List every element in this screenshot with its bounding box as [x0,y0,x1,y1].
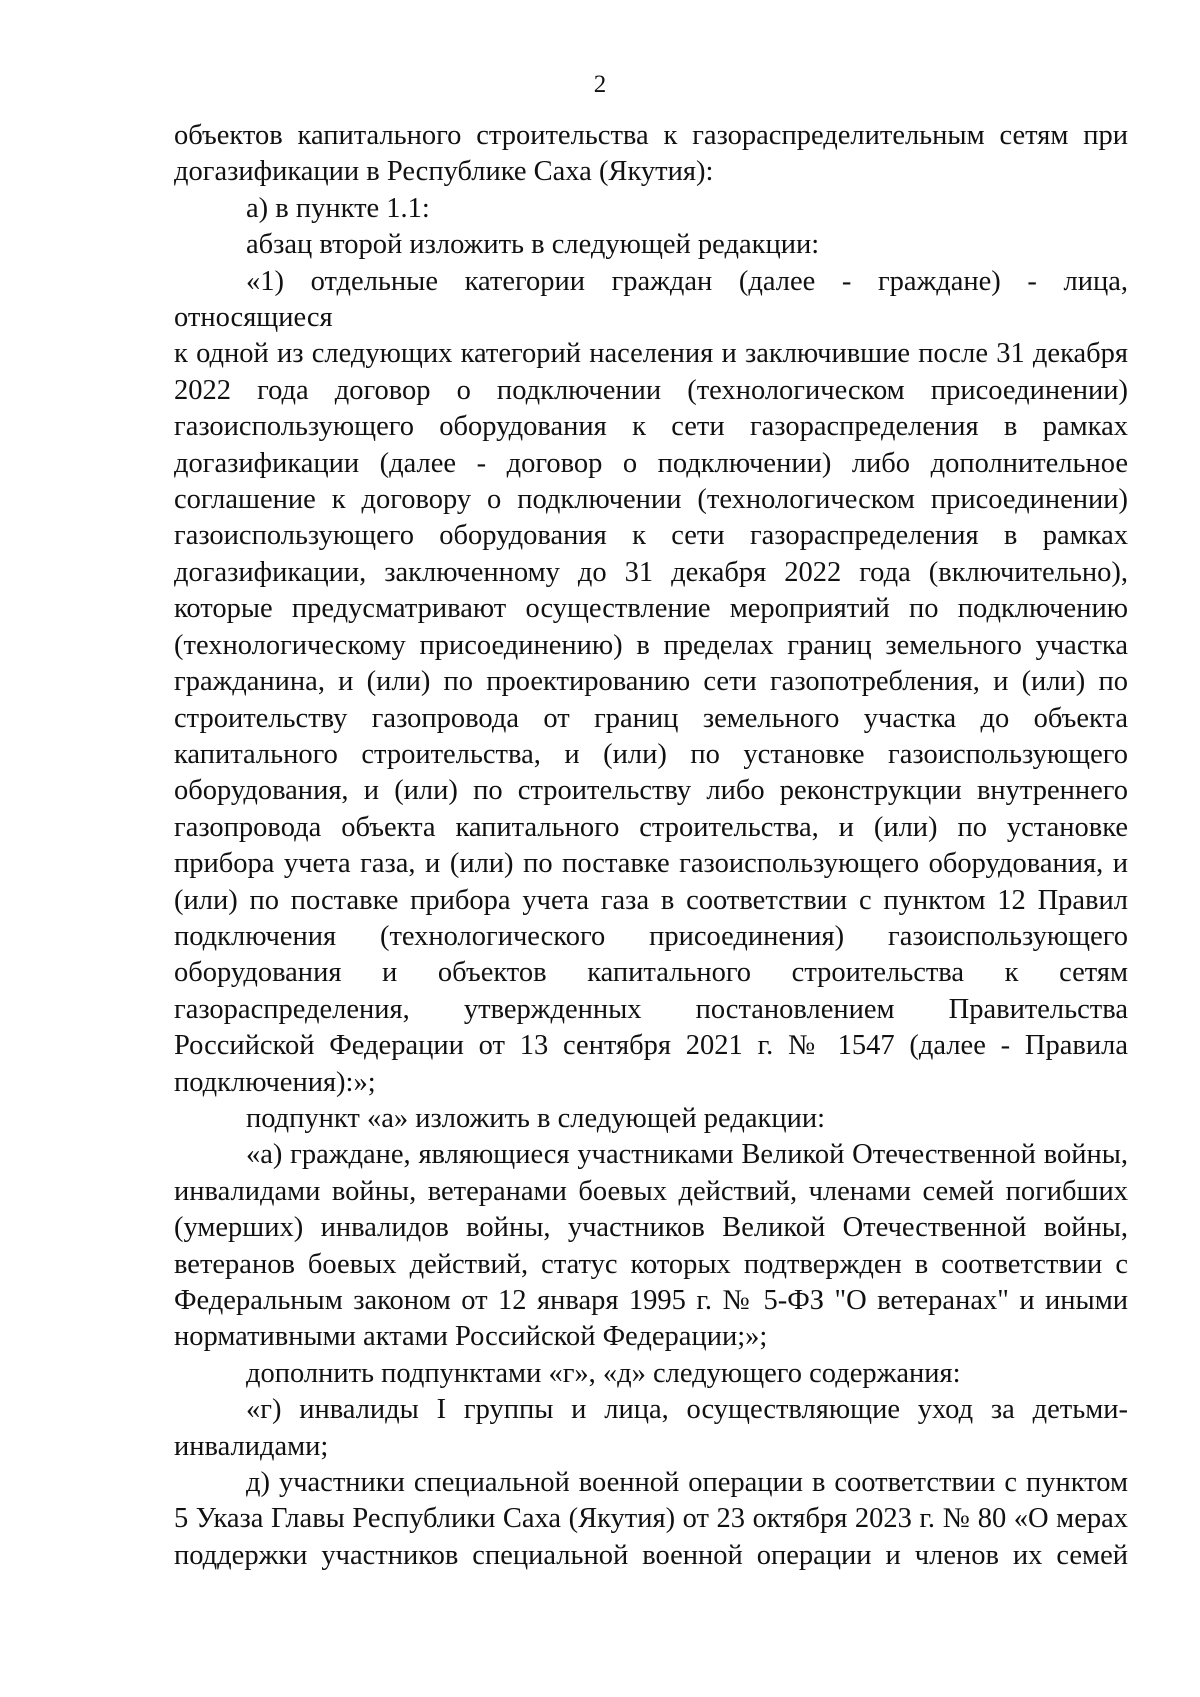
paragraph: соглашение к договору о подключении (технологическом присоединении) [174,484,1128,516]
paragraph: капитального строительства, и (или) по установке газоиспользующего [174,738,1128,770]
paragraph: Российской Федерации от 13 сентября 2021 г. № 1547 (далее - Правила [174,1030,1128,1062]
paragraph: гражданина, и (или) по проектированию сети газопотребления, и (или) по [174,666,1128,698]
paragraph: Федеральным законом от 12 января 1995 г. № 5-ФЗ "О ветеранах" и иными [174,1285,1128,1316]
paragraph: подключения (технологического присоединения) газоиспользующего [174,920,1128,952]
paragraph: оборудования, и (или) по строительству либо реконструкции внутреннего [174,775,1128,807]
paragraph: (технологическому присоединению) в пределах границ земельного участка [174,629,1128,661]
paragraph: «1) отдельные категории граждан (далее - граждане) - лица, относящиеся [174,265,1128,334]
body-text [174,118,1128,1574]
paragraph: «а) граждане, являющиеся участниками Великой Отечественной войны, [246,1139,1128,1171]
paragraph: а) в пункте 1.1: [246,192,430,224]
paragraph: которые предусматривают осуществление мероприятий по подключению [174,593,1128,625]
paragraph: оборудования и объектов капитального строительства к сетям [174,957,1128,989]
paragraph: газоиспользующего оборудования к сети газораспределения в рамках [174,411,1128,443]
paragraph: ветеранов боевых действий, статус которых подтвержден в соответствии с [174,1248,1128,1280]
paragraph: д) участники специальной военной операции в соответствии с пунктом [246,1467,1128,1499]
paragraph: инвалидами; [174,1430,329,1462]
paragraph: абзац второй изложить в следующей редакции: [246,229,820,261]
paragraph: подключения):»; [174,1066,376,1098]
paragraph: подпункт «а» изложить в следующей редакции: [246,1102,825,1134]
page-number: 2 [593,71,607,98]
paragraph: догазификации в Республике Саха (Якутия): [174,156,714,188]
paragraph: поддержки участников специальной военной операции и членов их семей [174,1539,1128,1571]
paragraph: догазификации (далее - договор о подключении) либо дополнительное [174,447,1128,479]
paragraph: газопровода объекта капитального строительства, и (или) по установке [174,811,1128,843]
paragraph: объектов капитального строительства к газораспределительным сетям при [174,120,1128,151]
paragraph: инвалидами войны, ветеранами боевых действий, членами семей погибших [174,1175,1128,1207]
paragraph: строительству газопровода от границ земельного участка до объекта [174,702,1128,734]
paragraph: (умерших) инвалидов войны, участников Великой Отечественной войны, [174,1212,1128,1244]
paragraph: к одной из следующих категорий населения и заключившие после 31 декабря [174,338,1128,370]
paragraph: 5 Указа Главы Республики Саха (Якутия) от 23 октября 2023 г. № 80 «О мерах [174,1503,1128,1535]
paragraph: догазификации, заключенному до 31 декабря 2022 года (включительно), [174,556,1128,588]
paragraph: газоиспользующего оборудования к сети газораспределения в рамках [174,520,1128,552]
paragraph: «г) инвалиды I группы и лица, осуществляющие уход за детьми- [246,1394,1128,1426]
paragraph: дополнить подпунктами «г», «д» следующего содержания: [246,1357,961,1389]
paragraph: прибора учета газа, и (или) по поставке газоиспользующего оборудования, и [174,848,1128,880]
paragraph: 2022 года договор о подключении (технологическом присоединении) [174,374,1128,406]
paragraph: (или) по поставке прибора учета газа в соответствии с пунктом 12 Правил [174,884,1128,916]
paragraph: газораспределения, утвержденных постановлением Правительства [174,993,1128,1025]
paragraph: нормативными актами Российской Федерации;»; [174,1321,768,1353]
